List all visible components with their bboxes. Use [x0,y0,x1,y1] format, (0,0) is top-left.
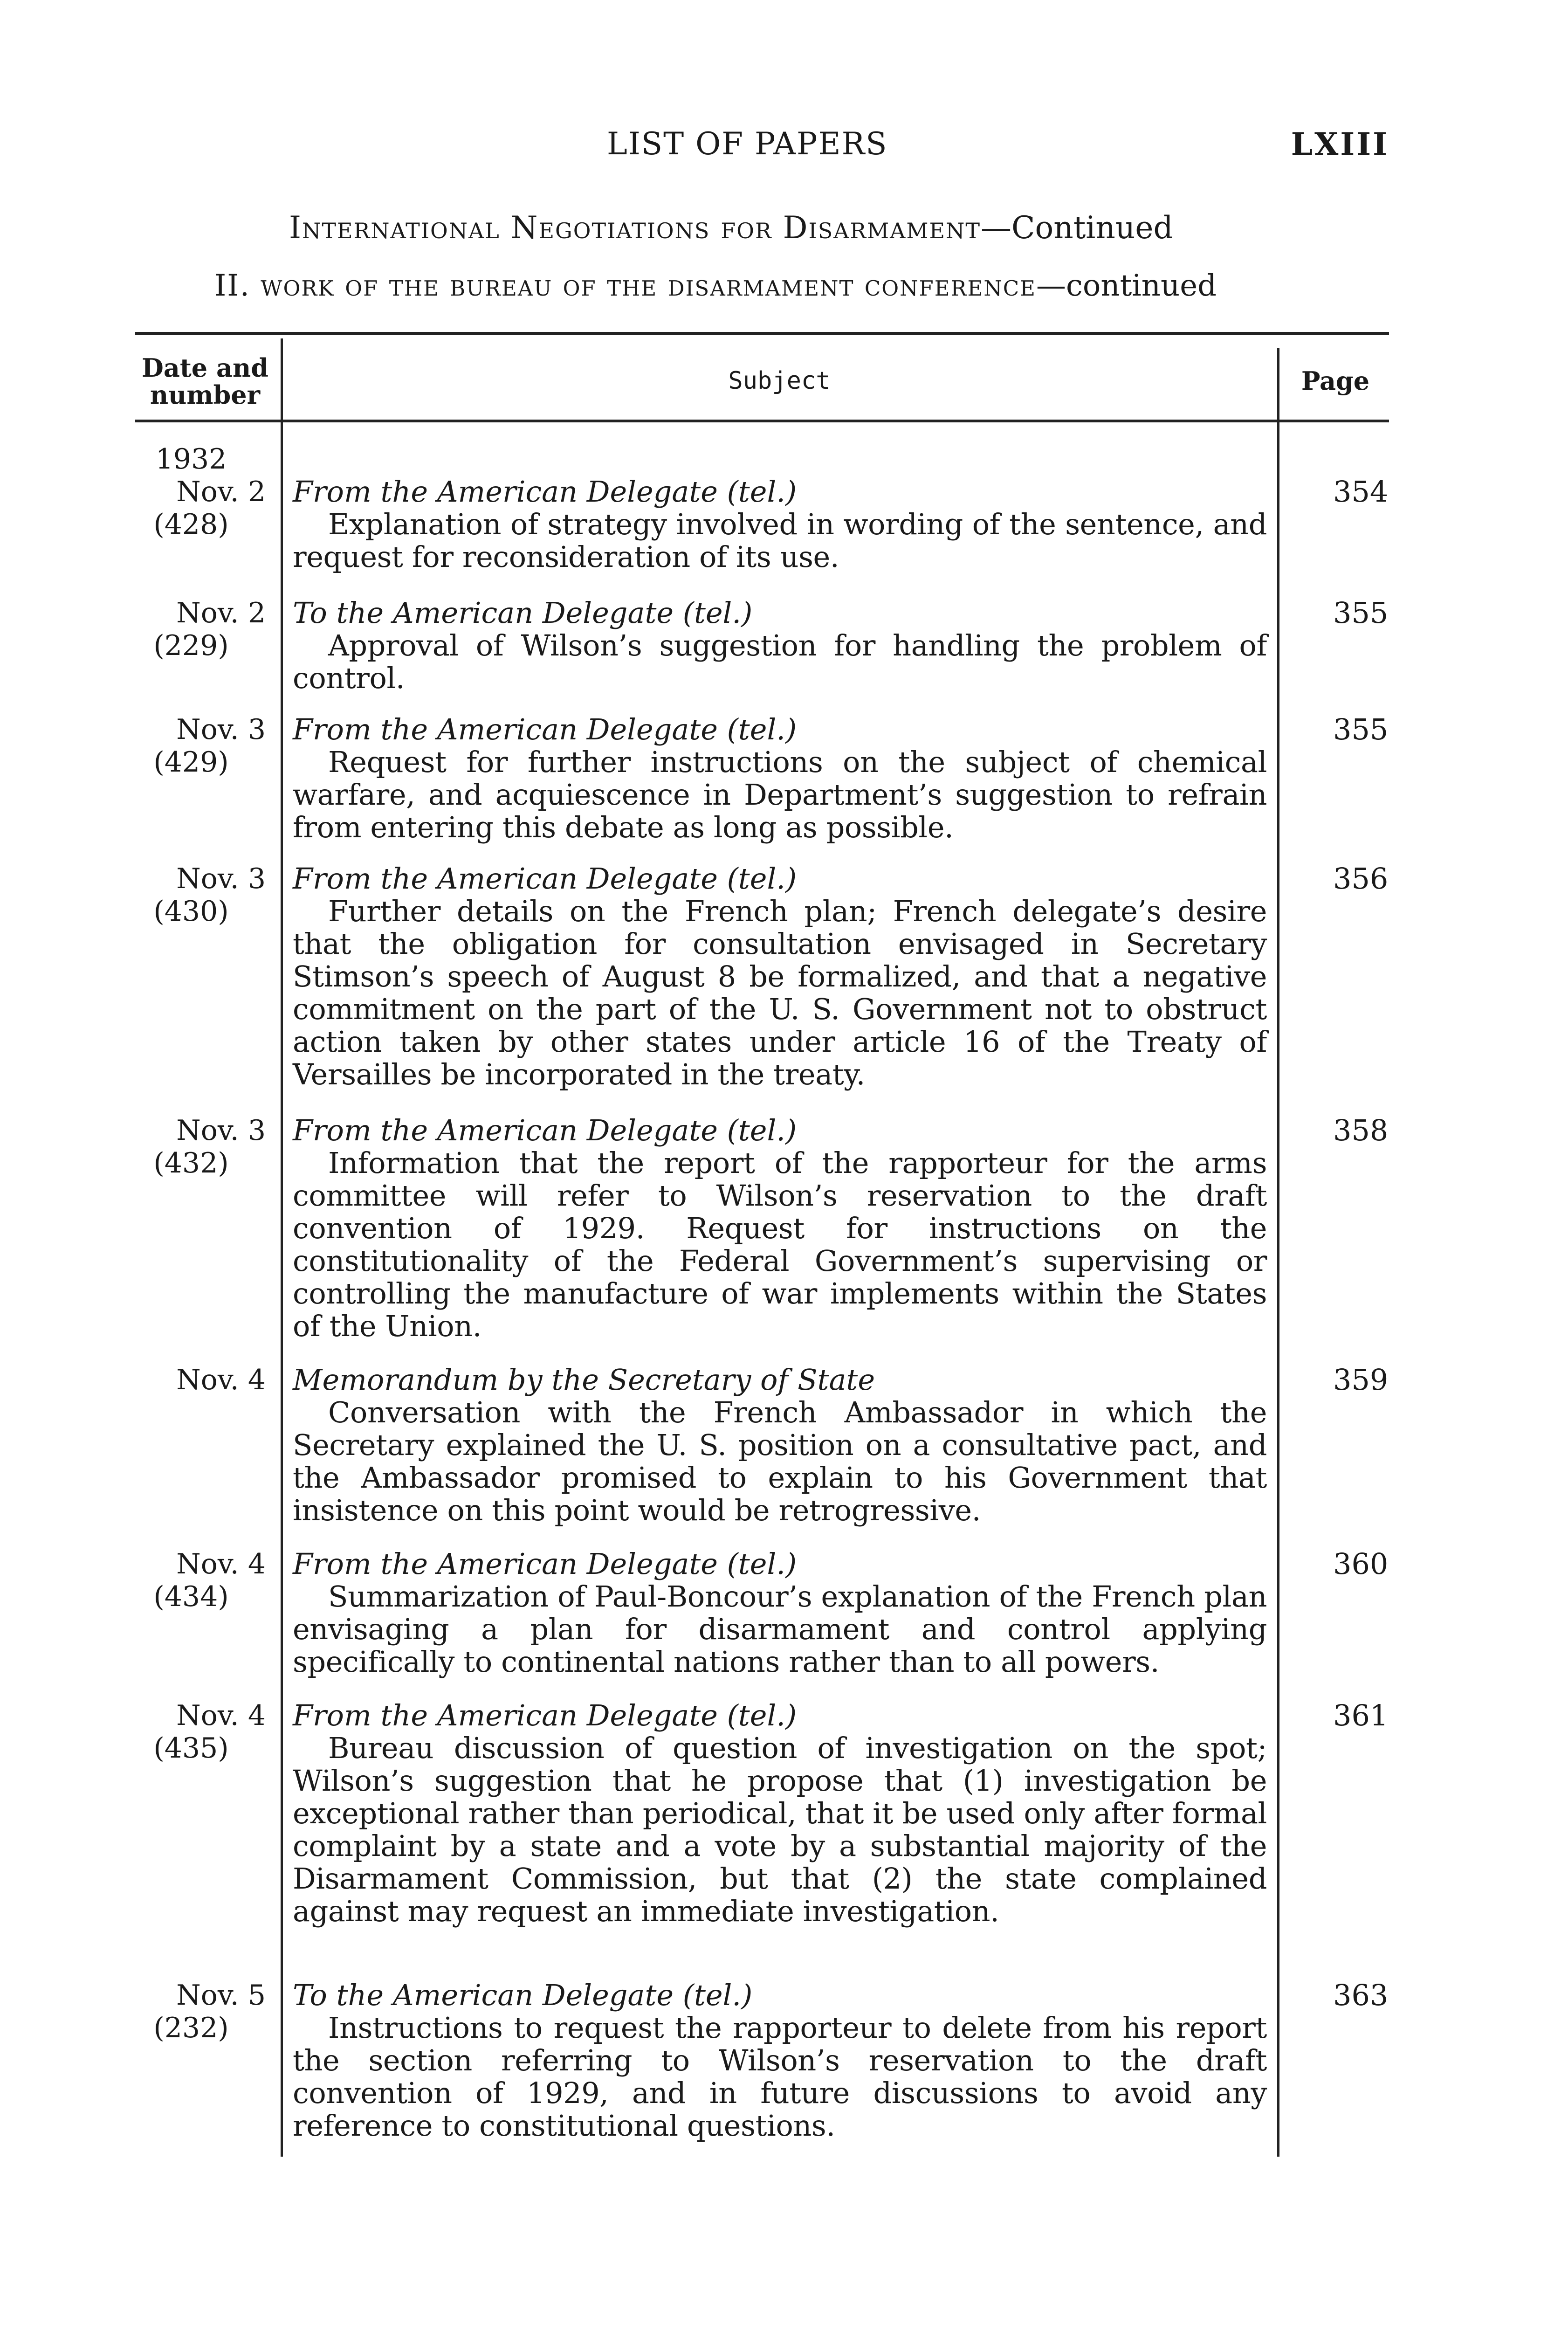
entry-description: Information that the report of the rapporteur for the arms committee will refer to Wilson’s reservation to the draft convention of 1929. Request for instructions on the constitutionality of the Federal Government’s supervising or controlling the manufacture of war implements within the States of the Union. [293,1146,1267,1343]
column-divider-left [281,338,283,2157]
entry-date: Nov. 4 [176,1548,266,1580]
entry-number: (430) [153,895,229,928]
entry-subject-cell [293,1979,1267,2142]
subsection-title [214,269,1217,303]
entry-date: Nov. 3 [176,862,266,895]
entry-subject-cell [293,713,1267,844]
entry-heading: Memorandum by the Secretary of State [293,1363,875,1397]
entry-number: (434) [153,1580,229,1613]
entry-date: Nov. 3 [176,713,266,746]
entry-subject-cell [293,1114,1267,1343]
table-header-rule [135,420,1389,422]
entry-subject-cell [293,476,1267,573]
column-header-date: Date and number [142,353,268,410]
entry-subject-cell [293,1548,1267,1678]
entry-description: Bureau discussion of question of investigation on the spot; Wilson’s suggestion that he propose that (1) investigation be exceptional rather than periodical, that it be used only after formal complaint by a state and a vote by a substantial majority of the Disarmament Commission, but that (2) the state complained against may request an immediate investigation. [293,1731,1267,1928]
entry-page: 363 [1333,1978,1389,2012]
entry-date: Nov. 3 [176,1114,266,1147]
running-title: LIST OF PAPERS [607,126,888,162]
entry-heading: From the American Delegate (tel.) [293,475,797,509]
entry-number: (429) [153,746,229,779]
entry-page: 355 [1333,596,1389,630]
entry-page: 361 [1333,1698,1389,1732]
column-header-subject: Subject [728,367,831,395]
year-label: 1932 [155,443,227,476]
entry-description: Instructions to request the rapporteur to delete from his report the section referring to Wilson’s reservation to the draft convention of 1929, and in future discussions to avoid any reference to constitutional questions. [293,2011,1267,2143]
page-numeral: LXIII [1291,126,1389,162]
entry-page: 355 [1333,712,1389,746]
entry-date: Nov. 2 [176,476,266,508]
entry-description: Approval of Wilson’s suggestion for handling the problem of control. [293,628,1267,695]
entry-number: (435) [153,1732,229,1765]
entry-page: 360 [1333,1547,1389,1581]
entry-description: Conversation with the French Ambassador in which the Secretary explained the U. S. position on a consultative pact, and the Ambassador promised to explain to his Government that insistence on this point would be retrogressive. [293,1395,1267,1527]
subsection-title-prefix: II. work of the bureau of the disarmament conference [214,269,1037,303]
entry-subject-cell [293,1699,1267,1928]
entry-heading: From the American Delegate (tel.) [293,1113,797,1147]
entry-description: Summarization of Paul-Boncour’s explanation of the French plan envisaging a plan for disarmament and control applying specifically to continental nations rather than to all powers. [293,1579,1267,1679]
entry-date: Nov. 4 [176,1699,266,1732]
entry-date-cell [131,597,266,662]
section-title-prefix: International Negotiations for Disarmament [289,210,981,246]
entry-date: Nov. 5 [176,1979,266,2012]
entry-date-cell [131,862,266,928]
entry-heading: To the American Delegate (tel.) [293,596,753,630]
column-header-page: Page [1301,366,1370,396]
entry-date: Nov. 4 [176,1364,266,1396]
entry-description: Request for further instructions on the subject of chemical warfare, and acquiescence in Department’s suggestion to refrain from entering this debate as long as possible. [293,745,1267,844]
entry-date: Nov. 2 [176,597,266,629]
entry-number: (232) [153,2012,229,2044]
section-title-suffix: —Continued [981,210,1173,246]
entry-heading: From the American Delegate (tel.) [293,862,797,896]
entry-number: (428) [153,508,229,541]
entry-number: (432) [153,1147,229,1179]
entry-heading: From the American Delegate (tel.) [293,1547,797,1581]
entry-description: Further details on the French plan; French delegate’s desire that the obligation for consultation envisaged in Secretary Stimson’s speech of August 8 be formalized, and that a negative commitment on the part of the U. S. Government not to obstruct action taken by other states under article 16 of the Treaty of Versailles be incorporated in the treaty. [293,894,1267,1091]
table-top-rule [135,332,1389,335]
entry-subject-cell [293,1364,1267,1527]
entry-date-cell [131,476,266,541]
entry-subject-cell [293,597,1267,695]
entry-page: 356 [1333,862,1389,896]
subsection-title-suffix: —continued [1036,269,1217,303]
entry-page: 354 [1333,475,1389,509]
entry-description: Explanation of strategy involved in wording of the sentence, and request for reconsideration of its use. [293,507,1267,574]
entry-date-cell [131,1364,266,1396]
entry-page: 358 [1333,1113,1389,1147]
entry-page: 359 [1333,1363,1389,1397]
entry-date-cell [131,713,266,779]
entry-date-cell [131,1548,266,1613]
section-title [289,210,1173,246]
entry-date-cell [131,1699,266,1765]
column-divider-right [1277,348,1279,2157]
entry-number: (229) [153,629,229,662]
entry-heading: From the American Delegate (tel.) [293,712,797,746]
entry-heading: To the American Delegate (tel.) [293,1978,753,2012]
entry-subject-cell [293,862,1267,1091]
entry-date-cell [131,1114,266,1179]
entry-date-cell [131,443,266,476]
entry-date-cell [131,1979,266,2044]
entry-heading: From the American Delegate (tel.) [293,1698,797,1732]
